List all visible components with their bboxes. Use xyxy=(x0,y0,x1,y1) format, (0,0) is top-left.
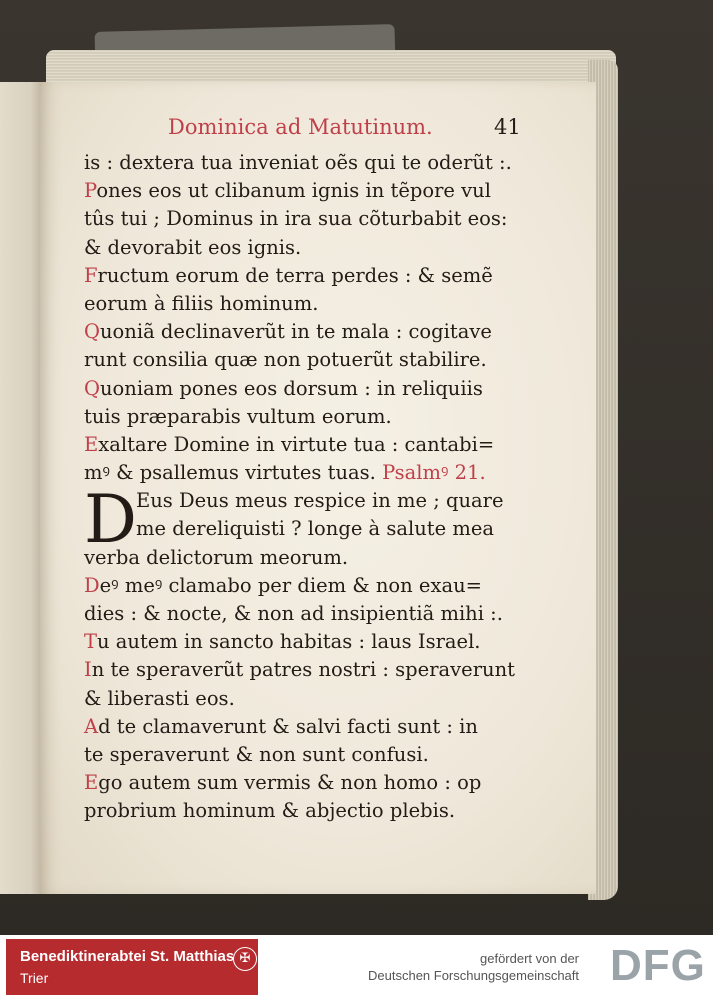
rubric-initial: P xyxy=(84,179,97,203)
verse-line xyxy=(84,403,544,431)
rubric-initial: Q xyxy=(84,376,100,400)
verse-text: eorum à filiis hominum. xyxy=(84,291,319,315)
rubric-initial: E xyxy=(84,771,99,795)
verse-text: & liberasti eos. xyxy=(84,686,235,710)
verse-text: d te clamaverunt & salvi facti sunt : in xyxy=(98,714,478,738)
verses-b xyxy=(84,572,544,826)
page-block-top xyxy=(46,50,616,84)
verse-line xyxy=(84,600,544,628)
dfg-logo[interactable]: DFG xyxy=(610,941,706,990)
running-head: Dominica ad Matutinum. xyxy=(168,115,433,139)
psalm-rubric: Psalmꝰ 21. xyxy=(382,461,486,485)
rubric-initial: T xyxy=(84,630,98,654)
verse-line xyxy=(84,713,544,741)
institution-name: Benediktinerabtei St. Matthias xyxy=(20,948,235,965)
verse-text: probrium hominum & abjectio plebis. xyxy=(84,799,456,823)
page-text xyxy=(84,115,544,826)
institution-badge[interactable] xyxy=(6,939,258,995)
institution-city: Trier xyxy=(20,970,49,986)
verse-line xyxy=(84,656,544,684)
verse-line xyxy=(84,572,544,600)
rubric-initial: I xyxy=(84,658,92,682)
psalm-opening xyxy=(84,481,544,572)
verse-text: go autem sum vermis & non homo : op xyxy=(98,771,482,795)
facing-page-edge xyxy=(0,82,44,894)
verse-line xyxy=(84,375,544,403)
verse-text: uoniã declinaverũt in te mala : cogitave xyxy=(100,320,492,344)
rubric-initial: D xyxy=(84,573,100,597)
verse-text: te speraverunt & non sunt confusi. xyxy=(84,742,429,766)
page-header xyxy=(84,115,544,149)
verse-text: & devorabit eos ignis. xyxy=(84,235,302,259)
footer-bar xyxy=(0,935,713,1000)
verse-text: eꝰ meꝰ clamabo per diem & non exau= xyxy=(99,573,482,597)
verse-line xyxy=(84,685,544,713)
verse-line xyxy=(84,149,544,177)
verse-text: tuis præparabis vultum eorum. xyxy=(84,404,392,428)
verse-text: n te speraverũt patres nostri : speraverunt xyxy=(91,658,515,682)
verse-line: verba delictorum meorum. xyxy=(84,545,349,569)
verse-text: dies : & nocte, & non ad insipientiã mihi :. xyxy=(84,602,503,626)
verse-line xyxy=(84,205,544,233)
verse-line xyxy=(84,346,544,374)
verse-line-psalm: mꝰ & psallemus virtutes tuas. Psalmꝰ 21. xyxy=(84,461,486,485)
verse-line xyxy=(84,318,544,346)
verse-line xyxy=(84,431,544,459)
verse-line xyxy=(84,290,544,318)
verse-line xyxy=(84,628,544,656)
institution-logo-icon: ✠ xyxy=(233,947,257,971)
verse-line xyxy=(84,234,544,262)
verse-text: tûs tui ; Dominus in ira sua cõturbabit eos: xyxy=(84,207,508,231)
funder-text-line2: Deutschen Forschungsgemeinschaft xyxy=(368,968,580,983)
verse-text: uoniam pones eos dorsum : in reliquiis xyxy=(100,376,483,400)
funder-text-line1: gefördert von der xyxy=(480,951,580,966)
verse-line: me dereliquisti ? longe à salute mea xyxy=(136,517,495,541)
verse-line xyxy=(84,769,544,797)
verse-line xyxy=(84,262,544,290)
verse-text: is : dextera tua inveniat oẽs qui te oderũt :. xyxy=(84,151,512,174)
verses-a xyxy=(84,149,544,459)
verse-line: Eus Deus meus respice in me ; quare xyxy=(136,489,504,513)
verse-line xyxy=(84,741,544,769)
verse-text: xaltare Domine in virtute tua : cantabi= xyxy=(98,432,495,456)
rubric-initial: A xyxy=(84,714,99,738)
verse-text: ructum eorum de terra perdes : & semẽ xyxy=(97,263,493,287)
rubric-initial: F xyxy=(84,263,98,287)
verse-text: u autem in sancto habitas : laus Israel. xyxy=(97,630,481,654)
verse-text: runt consilia quæ non potuerũt stabilire. xyxy=(84,348,487,372)
page-number: 41 xyxy=(494,115,521,139)
rubric-initial: Q xyxy=(84,320,100,344)
verse-line xyxy=(84,797,544,825)
verse-text: ones eos ut clibanum ignis in tẽpore vul xyxy=(96,179,491,203)
verse-line xyxy=(84,177,544,205)
rubric-initial: E xyxy=(84,432,99,456)
drop-cap-initial: D xyxy=(84,481,137,559)
